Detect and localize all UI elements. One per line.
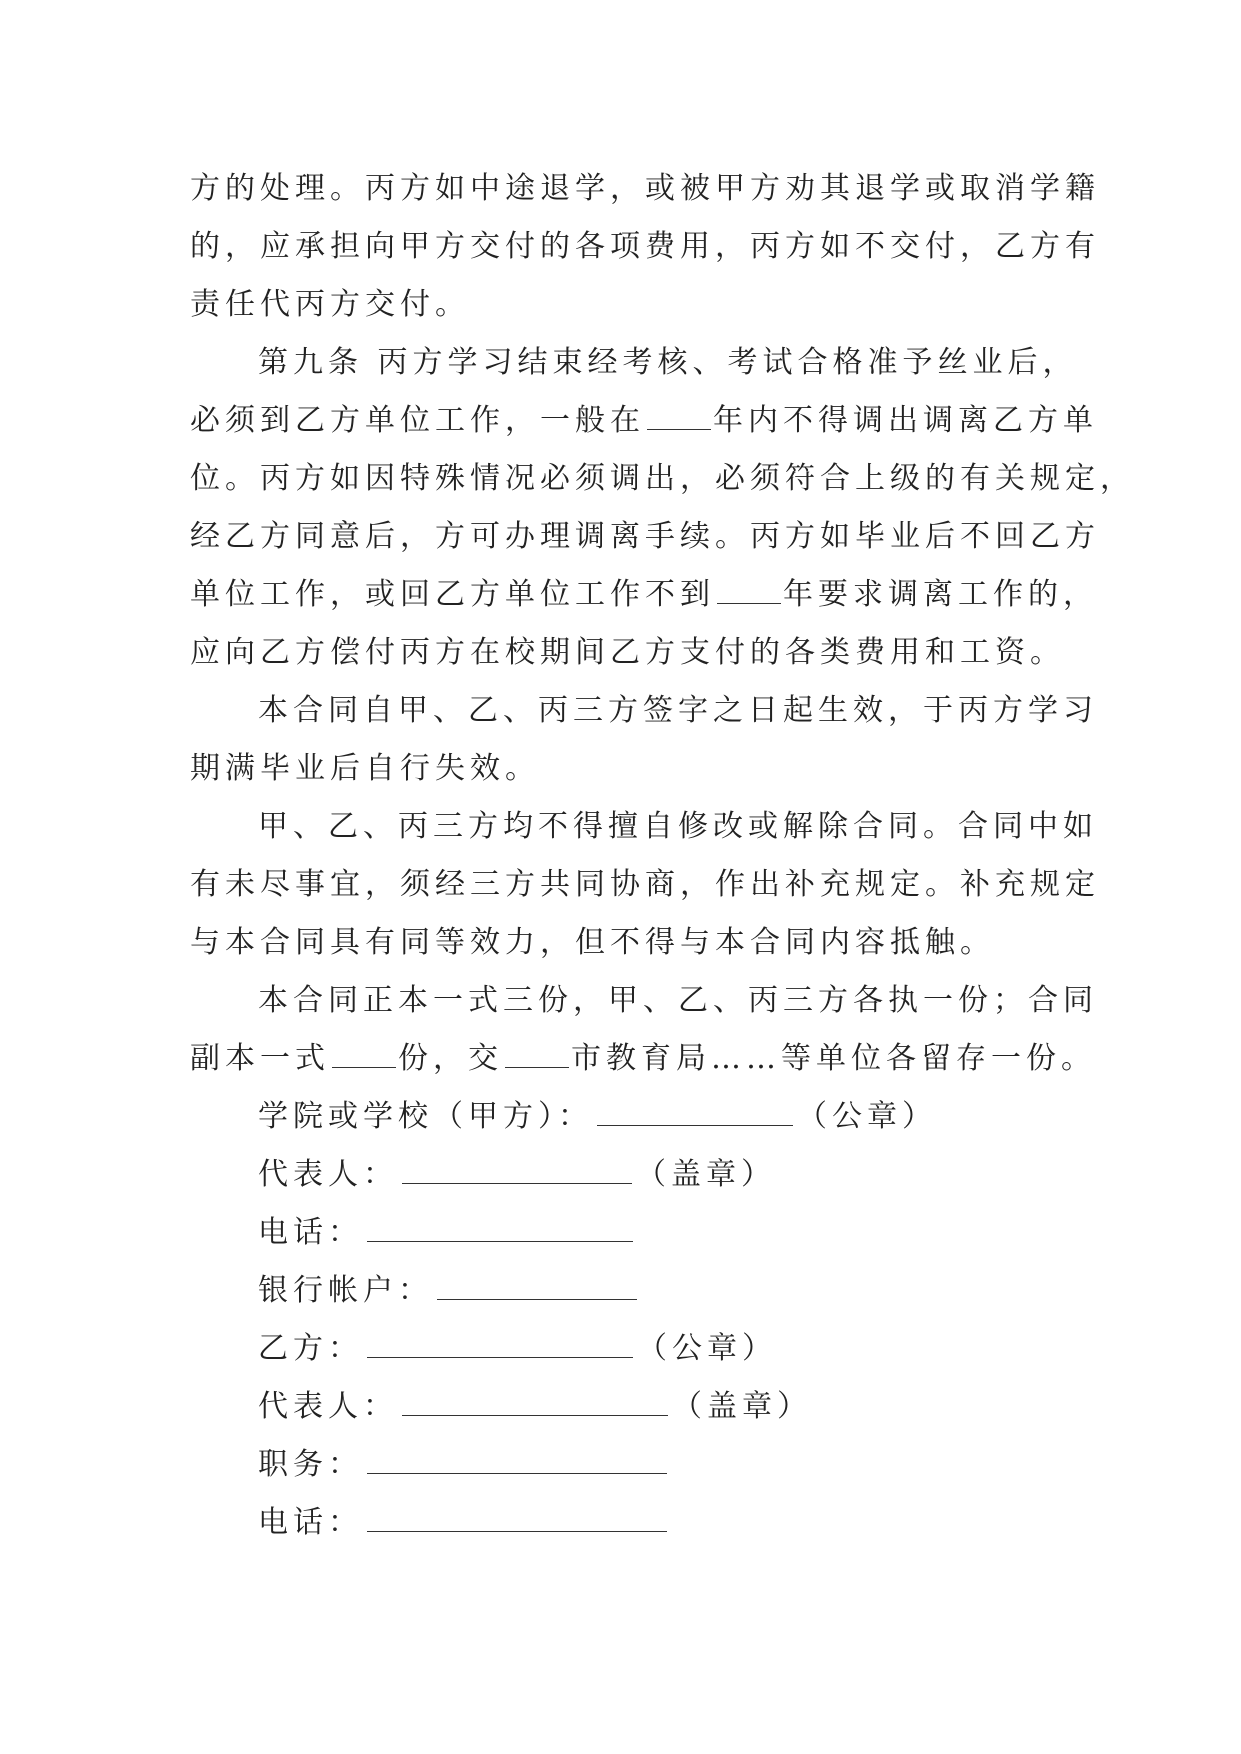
phone-field[interactable] (367, 1509, 667, 1532)
text-segment: 年要求调离工作的， (783, 577, 1098, 612)
signature-bank (190, 1262, 1070, 1320)
paragraph-line: 责任代丙方交付。 (190, 287, 470, 322)
paragraph-line: 位。丙方如因特殊情况必须调出，必须符合上级的有关规定， (190, 461, 1135, 496)
signature-phone1 (190, 1204, 1070, 1262)
paragraph-line: 应向乙方偿付丙方在校期间乙方支付的各类费用和工资。 (190, 635, 1065, 670)
text-segment: 市教育局……等单位各留存一份。 (571, 1041, 1096, 1076)
phone-field[interactable] (367, 1219, 633, 1242)
signature-duty (190, 1436, 1070, 1494)
paragraph-line: 甲、乙、丙三方均不得擅自修改或解除合同。合同中如 (258, 809, 1098, 844)
fill-in-blank-years[interactable] (647, 407, 711, 430)
fill-in-blank-city[interactable] (505, 1045, 569, 1068)
seal-label: （公章） (797, 1099, 937, 1134)
signature-rep1 (190, 1146, 1070, 1204)
bank-account-field[interactable] (437, 1277, 637, 1300)
representative-field[interactable] (402, 1161, 632, 1184)
signature-label: 电话： (258, 1505, 363, 1540)
signature-phone2 (190, 1494, 1070, 1552)
paragraph-line: 本合同正本一式三份，甲、乙、丙三方各执一份；合同 (258, 983, 1098, 1018)
signature-label: 电话： (258, 1215, 363, 1250)
paragraph-line (190, 392, 1098, 450)
paragraph-line: 经乙方同意后，方可办理调离手续。丙方如毕业后不回乙方 (190, 519, 1100, 554)
paragraph-line (190, 566, 1098, 624)
representative-field[interactable] (402, 1393, 668, 1416)
signature-label: 职务： (258, 1447, 363, 1482)
text-segment: 份，交 (398, 1041, 503, 1076)
signature-label: 代表人： (258, 1157, 398, 1192)
paragraph-line (190, 1030, 1096, 1088)
party-b-field[interactable] (367, 1335, 633, 1358)
paragraph-line: 期满毕业后自行失效。 (190, 751, 540, 786)
paragraph-line: 方的处理。丙方如中途退学，或被甲方劝其退学或取消学籍 (190, 171, 1100, 206)
signature-rep2 (190, 1378, 1070, 1436)
contract-page (190, 160, 1135, 1552)
seal-label: （盖章） (672, 1389, 812, 1424)
text-segment: 必须到乙方单位工作，一般在 (190, 403, 645, 438)
article-nine-heading-line: 第九条 丙方学习结束经考核、考试合格准予丝业后， (258, 345, 1078, 380)
signature-school (190, 1088, 1070, 1146)
text-segment: 年内不得调出调离乙方单 (713, 403, 1098, 438)
seal-label: （盖章） (636, 1157, 776, 1192)
paragraph-line: 与本合同具有同等效力，但不得与本合同内容抵触。 (190, 925, 995, 960)
signature-label: 银行帐户： (258, 1273, 433, 1308)
fill-in-blank-copies[interactable] (332, 1045, 396, 1068)
text-segment: 副本一式 (190, 1041, 330, 1076)
signature-label: 学院或学校（甲方）： (258, 1099, 593, 1134)
school-name-field[interactable] (597, 1103, 793, 1126)
signature-label: 代表人： (258, 1389, 398, 1424)
text-segment: 单位工作，或回乙方单位工作不到 (190, 577, 715, 612)
fill-in-blank-years[interactable] (717, 581, 781, 604)
signature-yi (190, 1320, 1070, 1378)
position-field[interactable] (367, 1451, 667, 1474)
paragraph-line: 的，应承担向甲方交付的各项费用，丙方如不交付，乙方有 (190, 229, 1100, 264)
signature-label: 乙方： (258, 1331, 363, 1366)
paragraph-line: 有未尽事宜，须经三方共同协商，作出补充规定。补充规定 (190, 867, 1100, 902)
seal-label: （公章） (637, 1331, 777, 1366)
paragraph-line: 本合同自甲、乙、丙三方签字之日起生效，于丙方学习 (258, 693, 1098, 728)
